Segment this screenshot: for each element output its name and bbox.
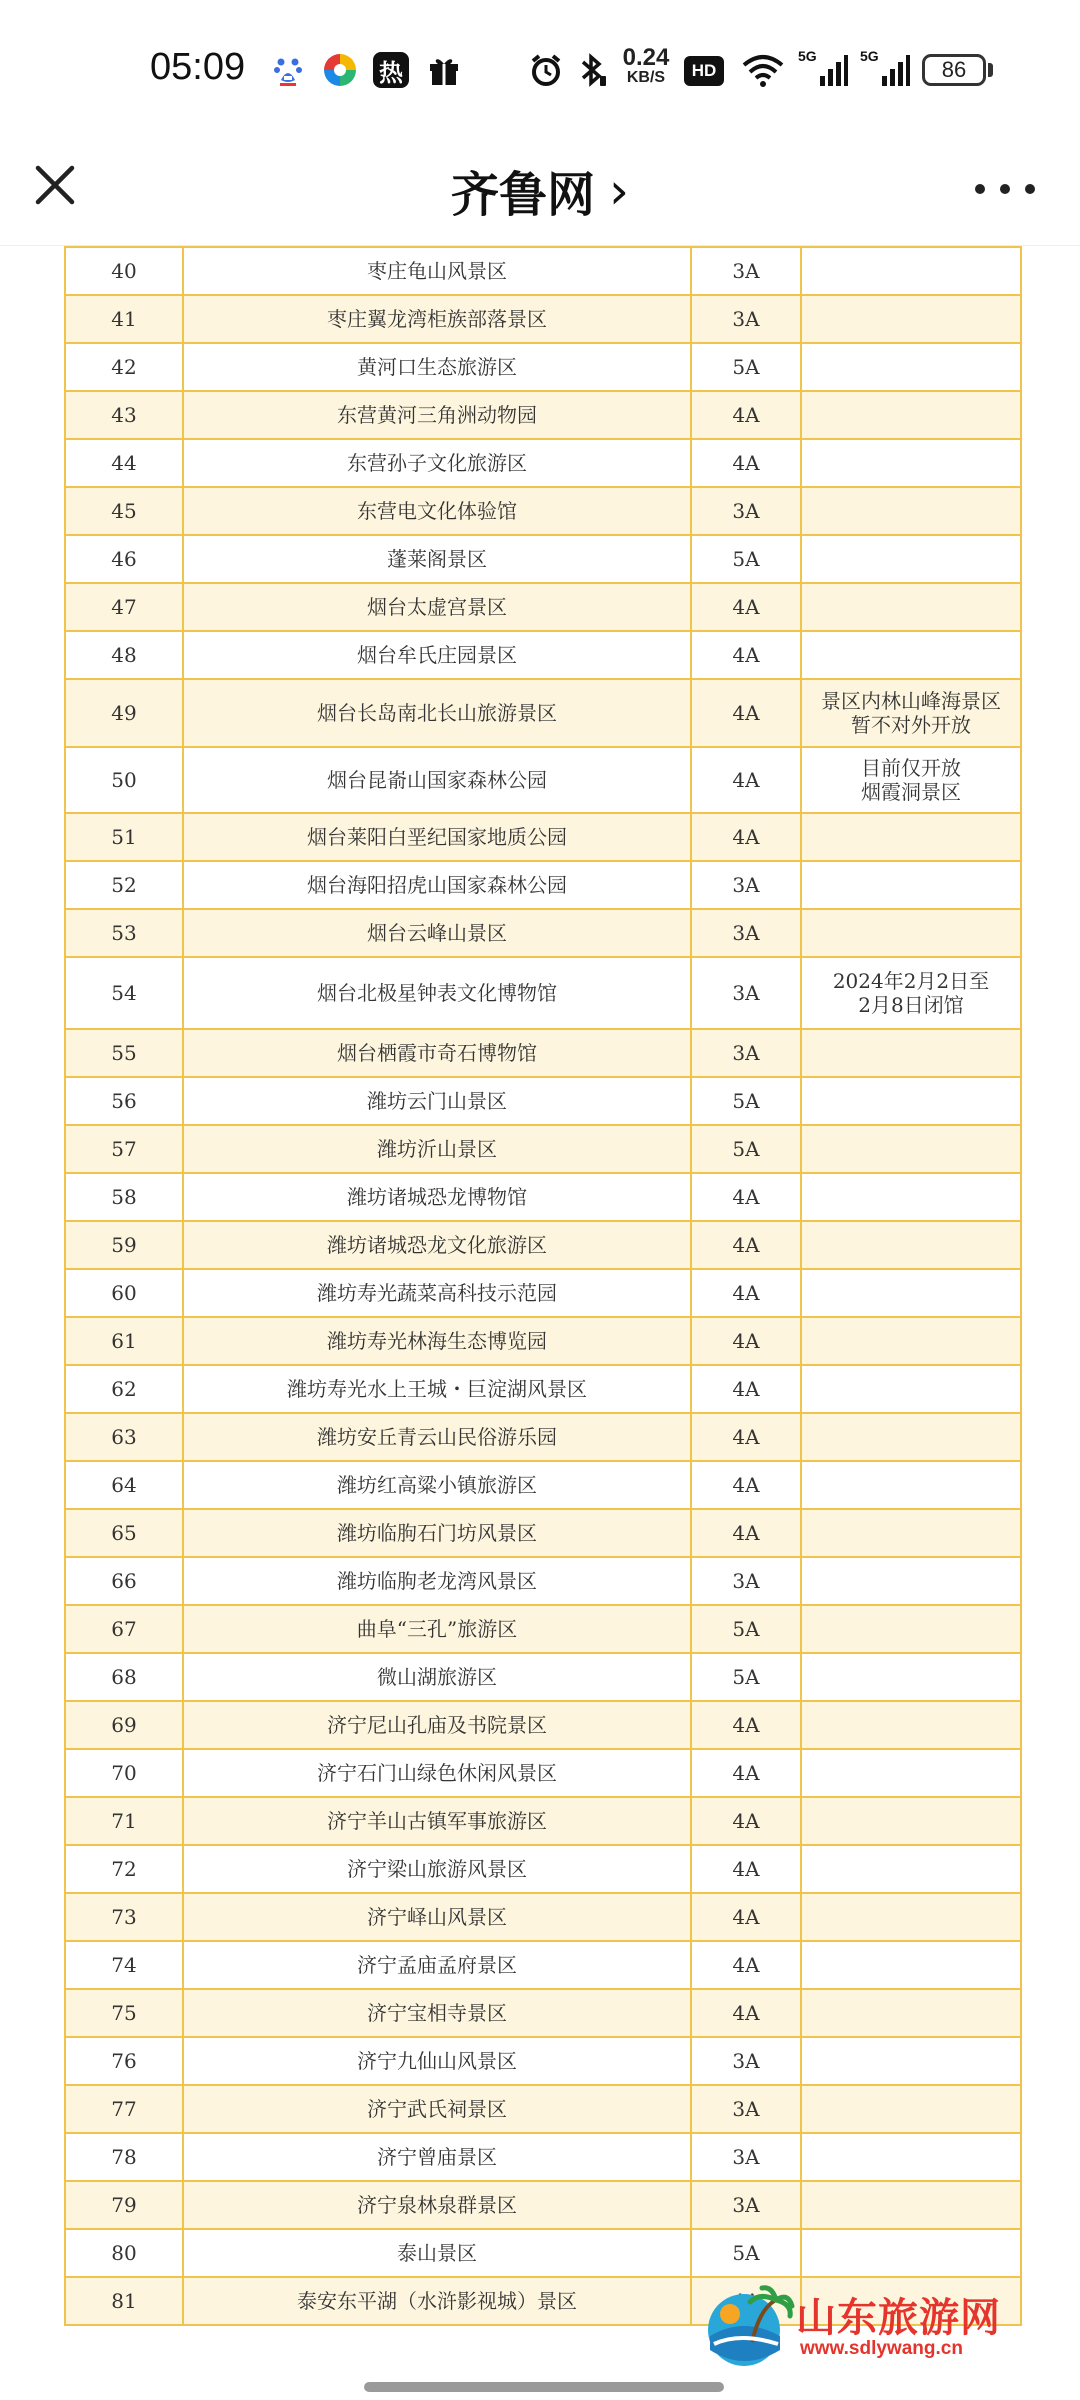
cell-note <box>801 1269 1021 1317</box>
cell-note <box>801 1845 1021 1893</box>
cell-note <box>801 1989 1021 2037</box>
alarm-icon <box>528 52 564 88</box>
nav-title-container <box>0 156 1080 225</box>
cell-number: 59 <box>65 1221 183 1269</box>
cell-scenic-name: 济宁羊山古镇军事旅游区 <box>183 1797 691 1845</box>
cell-scenic-name: 济宁尼山孔庙及书院景区 <box>183 1701 691 1749</box>
cell-scenic-name: 潍坊寿光蔬菜高科技示范园 <box>183 1269 691 1317</box>
cell-number: 42 <box>65 343 183 391</box>
cell-number: 71 <box>65 1797 183 1845</box>
table-row <box>65 2085 1021 2133</box>
cell-level: 3A <box>691 295 801 343</box>
cell-level: 4A <box>691 1893 801 1941</box>
cell-number: 65 <box>65 1509 183 1557</box>
battery-level: 86 <box>941 57 967 82</box>
cell-scenic-name: 济宁曾庙景区 <box>183 2133 691 2181</box>
cell-scenic-name: 济宁石门山绿色休闲风景区 <box>183 1749 691 1797</box>
cell-number: 48 <box>65 631 183 679</box>
cell-number: 54 <box>65 957 183 1029</box>
cell-scenic-name: 曲阜“三孔”旅游区 <box>183 1605 691 1653</box>
cell-number: 62 <box>65 1365 183 1413</box>
cell-note <box>801 1413 1021 1461</box>
watermark-logo-icon <box>700 2280 796 2370</box>
watermark <box>700 2280 1000 2370</box>
cell-number: 45 <box>65 487 183 535</box>
cell-level: 4A <box>691 1509 801 1557</box>
note-line: 烟霞洞景区 <box>861 780 961 804</box>
cell-scenic-name: 烟台北极星钟表文化博物馆 <box>183 957 691 1029</box>
signal-5g-sim2-icon <box>860 48 910 88</box>
cell-level: 4A <box>691 1845 801 1893</box>
cell-scenic-name: 潍坊寿光林海生态博览园 <box>183 1317 691 1365</box>
cell-note <box>801 247 1021 295</box>
cell-scenic-name: 潍坊临朐老龙湾风景区 <box>183 1557 691 1605</box>
cell-note <box>801 1077 1021 1125</box>
cell-number: 60 <box>65 1269 183 1317</box>
network-speed <box>618 44 674 88</box>
table-row <box>65 2229 1021 2277</box>
cell-level: 4A <box>691 1701 801 1749</box>
cell-scenic-name: 烟台牟氏庄园景区 <box>183 631 691 679</box>
cell-number: 76 <box>65 2037 183 2085</box>
note-line: 目前仅开放 <box>861 756 961 780</box>
cell-number: 56 <box>65 1077 183 1125</box>
cell-scenic-name: 济宁峄山风景区 <box>183 1893 691 1941</box>
cell-level: 3A <box>691 2133 801 2181</box>
table-row <box>65 1029 1021 1077</box>
page-title-link[interactable] <box>451 156 629 225</box>
table-row <box>65 1701 1021 1749</box>
table-row <box>65 1317 1021 1365</box>
cell-number: 57 <box>65 1125 183 1173</box>
table-row <box>65 1653 1021 1701</box>
table-row <box>65 631 1021 679</box>
cell-scenic-name: 东营电文化体验馆 <box>183 487 691 535</box>
more-dot <box>1000 184 1010 194</box>
cell-scenic-name: 济宁宝相寺景区 <box>183 1989 691 2037</box>
cell-scenic-name: 潍坊临朐石门坊风景区 <box>183 1509 691 1557</box>
baidu-paw-icon <box>270 52 306 88</box>
cell-number: 58 <box>65 1173 183 1221</box>
cell-number: 47 <box>65 583 183 631</box>
cell-scenic-name: 黄河口生态旅游区 <box>183 343 691 391</box>
cell-number: 73 <box>65 1893 183 1941</box>
scenic-area-table <box>64 246 1022 2326</box>
status-bar <box>0 0 1080 140</box>
cell-number: 51 <box>65 813 183 861</box>
cell-note <box>801 1797 1021 1845</box>
gift-icon <box>426 52 462 88</box>
cell-scenic-name: 济宁武氏祠景区 <box>183 2085 691 2133</box>
cell-level: 4A <box>691 679 801 747</box>
signal-5g-sim1-icon <box>798 48 848 88</box>
table-row <box>65 247 1021 295</box>
battery-icon <box>922 54 986 86</box>
table-row <box>65 1557 1021 1605</box>
cell-note <box>801 2229 1021 2277</box>
table-row <box>65 487 1021 535</box>
table-row <box>65 1989 1021 2037</box>
cell-scenic-name: 潍坊沂山景区 <box>183 1125 691 1173</box>
table-row <box>65 1509 1021 1557</box>
sim1-network-label: 5G <box>798 48 817 64</box>
cell-level: 3A <box>691 861 801 909</box>
home-indicator[interactable] <box>364 2382 724 2392</box>
cell-note <box>801 1029 1021 1077</box>
table-row <box>65 1605 1021 1653</box>
cell-scenic-name: 烟台太虚宫景区 <box>183 583 691 631</box>
cell-level: 5A <box>691 1653 801 1701</box>
cell-number: 61 <box>65 1317 183 1365</box>
cell-number: 74 <box>65 1941 183 1989</box>
cell-note <box>801 1461 1021 1509</box>
cell-level: 5A <box>691 2229 801 2277</box>
cell-level: 5A <box>691 1605 801 1653</box>
cell-scenic-name: 蓬莱阁景区 <box>183 535 691 583</box>
table-row <box>65 1365 1021 1413</box>
cell-level: 4A <box>691 1989 801 2037</box>
hot-app-icon: 热 <box>373 52 409 88</box>
sim2-network-label: 5G <box>860 48 879 64</box>
cell-note <box>801 583 1021 631</box>
close-icon[interactable] <box>30 160 80 210</box>
table-row <box>65 535 1021 583</box>
cell-level: 4A <box>691 1173 801 1221</box>
cell-scenic-name: 烟台莱阳白垩纪国家地质公园 <box>183 813 691 861</box>
cell-note <box>801 343 1021 391</box>
cell-number: 67 <box>65 1605 183 1653</box>
note-line: 2024年2月2日至 <box>832 969 990 993</box>
nav-bar <box>0 140 1080 246</box>
table-row <box>65 861 1021 909</box>
table-row <box>65 1221 1021 1269</box>
cell-level: 3A <box>691 247 801 295</box>
cell-level: 3A <box>691 487 801 535</box>
table-row <box>65 2133 1021 2181</box>
cell-number: 46 <box>65 535 183 583</box>
cell-scenic-name: 东营孙子文化旅游区 <box>183 439 691 487</box>
cell-note <box>801 2133 1021 2181</box>
cell-level: 3A <box>691 1029 801 1077</box>
cell-number: 75 <box>65 1989 183 2037</box>
cell-number: 40 <box>65 247 183 295</box>
cell-note <box>801 295 1021 343</box>
cell-scenic-name: 潍坊安丘青云山民俗游乐园 <box>183 1413 691 1461</box>
network-speed-value: 0.24 <box>622 44 670 71</box>
cell-number: 77 <box>65 2085 183 2133</box>
cell-note <box>801 535 1021 583</box>
cell-level: 3A <box>691 1557 801 1605</box>
cell-number: 44 <box>65 439 183 487</box>
cell-number: 81 <box>65 2277 183 2325</box>
cell-number: 64 <box>65 1461 183 1509</box>
hd-badge: HD <box>684 56 724 86</box>
table-row <box>65 439 1021 487</box>
pinwheel-app-icon <box>322 52 358 88</box>
cell-level: 4A <box>691 439 801 487</box>
cell-scenic-name: 潍坊寿光水上王城・巨淀湖风景区 <box>183 1365 691 1413</box>
cell-note <box>801 1557 1021 1605</box>
cell-scenic-name: 潍坊红高粱小镇旅游区 <box>183 1461 691 1509</box>
cell-number: 70 <box>65 1749 183 1797</box>
cell-number: 72 <box>65 1845 183 1893</box>
cell-level: 4A <box>691 1461 801 1509</box>
table-row <box>65 909 1021 957</box>
cell-scenic-name: 枣庄龟山风景区 <box>183 247 691 295</box>
cell-note <box>801 1173 1021 1221</box>
status-time: 05:09 <box>150 46 246 88</box>
cell-number: 52 <box>65 861 183 909</box>
table-row <box>65 747 1021 813</box>
cell-number: 53 <box>65 909 183 957</box>
more-dot <box>1025 184 1035 194</box>
cell-note <box>801 1701 1021 1749</box>
cell-number: 66 <box>65 1557 183 1605</box>
cell-level: 3A <box>691 2181 801 2229</box>
table-row <box>65 813 1021 861</box>
battery-cap <box>988 63 993 77</box>
cell-scenic-name: 济宁梁山旅游风景区 <box>183 1845 691 1893</box>
table-row <box>65 1845 1021 1893</box>
cell-note <box>801 1605 1021 1653</box>
cell-note <box>801 1893 1021 1941</box>
cell-level: 3A <box>691 2037 801 2085</box>
cell-level: 4A <box>691 813 801 861</box>
cell-note <box>801 487 1021 535</box>
cell-level: 4A <box>691 1797 801 1845</box>
bluetooth-icon <box>574 52 610 88</box>
cell-scenic-name: 烟台海阳招虎山国家森林公园 <box>183 861 691 909</box>
cell-scenic-name: 潍坊云门山景区 <box>183 1077 691 1125</box>
cell-level: 3A <box>691 957 801 1029</box>
table-row <box>65 1413 1021 1461</box>
cell-number: 79 <box>65 2181 183 2229</box>
cell-scenic-name: 潍坊诸城恐龙博物馆 <box>183 1173 691 1221</box>
cell-note <box>801 909 1021 957</box>
cell-note <box>801 439 1021 487</box>
cell-note <box>801 2181 1021 2229</box>
cell-scenic-name: 济宁孟庙孟府景区 <box>183 1941 691 1989</box>
cell-note <box>801 1653 1021 1701</box>
cell-number: 43 <box>65 391 183 439</box>
table-row <box>65 957 1021 1029</box>
cell-number: 63 <box>65 1413 183 1461</box>
watermark-url: www.sdlywang.cn <box>800 2338 963 2359</box>
cell-level: 4A <box>691 747 801 813</box>
cell-scenic-name: 东营黄河三角洲动物园 <box>183 391 691 439</box>
cell-scenic-name: 烟台栖霞市奇石博物馆 <box>183 1029 691 1077</box>
cell-scenic-name: 泰安东平湖（水浒影视城）景区 <box>183 2277 691 2325</box>
cell-scenic-name: 烟台长岛南北长山旅游景区 <box>183 679 691 747</box>
cell-note <box>801 391 1021 439</box>
cell-level: 3A <box>691 909 801 957</box>
table-row <box>65 1893 1021 1941</box>
cell-note <box>801 679 1021 747</box>
table-row <box>65 1077 1021 1125</box>
cell-number: 55 <box>65 1029 183 1077</box>
cell-number: 50 <box>65 747 183 813</box>
cell-level: 5A <box>691 1125 801 1173</box>
cell-note <box>801 1509 1021 1557</box>
cell-note <box>801 813 1021 861</box>
cell-scenic-name: 微山湖旅游区 <box>183 1653 691 1701</box>
table-row <box>65 1941 1021 1989</box>
cell-level: 5A <box>691 535 801 583</box>
table-row <box>65 1125 1021 1173</box>
cell-number: 78 <box>65 2133 183 2181</box>
cell-level: 3A <box>691 2085 801 2133</box>
cell-number: 69 <box>65 1701 183 1749</box>
table-row <box>65 1461 1021 1509</box>
cell-number: 80 <box>65 2229 183 2277</box>
cell-level: 4A <box>691 1317 801 1365</box>
cell-note <box>801 1125 1021 1173</box>
table-row <box>65 343 1021 391</box>
chevron-right-icon: › <box>609 161 629 220</box>
cell-scenic-name: 枣庄翼龙湾柜族部落景区 <box>183 295 691 343</box>
cell-note <box>801 747 1021 813</box>
cell-level: 5A <box>691 1077 801 1125</box>
cell-number: 49 <box>65 679 183 747</box>
cell-scenic-name: 泰山景区 <box>183 2229 691 2277</box>
table-row <box>65 1173 1021 1221</box>
more-options-icon[interactable] <box>975 174 1035 204</box>
cell-number: 41 <box>65 295 183 343</box>
cell-note <box>801 957 1021 1029</box>
table-row <box>65 391 1021 439</box>
scenic-area-table-container <box>64 246 1020 2326</box>
network-speed-unit: KB/S <box>626 69 666 86</box>
cell-level: 4A <box>691 1221 801 1269</box>
cell-note <box>801 631 1021 679</box>
cell-scenic-name: 济宁泉林泉群景区 <box>183 2181 691 2229</box>
wifi-icon <box>740 52 786 88</box>
cell-level: 4A <box>691 1941 801 1989</box>
note-line: 2月8日闭馆 <box>858 993 964 1017</box>
note-line: 景区内林山峰海景区 <box>821 689 1001 713</box>
cell-level: 4A <box>691 631 801 679</box>
table-row <box>65 679 1021 747</box>
cell-scenic-name: 济宁九仙山风景区 <box>183 2037 691 2085</box>
cell-scenic-name: 烟台云峰山景区 <box>183 909 691 957</box>
cell-level: 5A <box>691 343 801 391</box>
more-dot <box>975 184 985 194</box>
table-row <box>65 2037 1021 2085</box>
page-title: 齐鲁网 <box>450 167 595 223</box>
cell-level: 4A <box>691 1749 801 1797</box>
cell-note <box>801 2037 1021 2085</box>
cell-level: 4A <box>691 583 801 631</box>
cell-note <box>801 1941 1021 1989</box>
table-row <box>65 295 1021 343</box>
cell-note <box>801 1221 1021 1269</box>
table-body <box>65 247 1021 2325</box>
cell-note <box>801 1317 1021 1365</box>
table-row <box>65 1797 1021 1845</box>
cell-note <box>801 1365 1021 1413</box>
watermark-text: 山东旅游网 <box>796 2295 1001 2341</box>
cell-note <box>801 2085 1021 2133</box>
cell-scenic-name: 潍坊诸城恐龙文化旅游区 <box>183 1221 691 1269</box>
table-row <box>65 1749 1021 1797</box>
cell-level: 4A <box>691 1365 801 1413</box>
table-row <box>65 583 1021 631</box>
cell-number: 68 <box>65 1653 183 1701</box>
cell-scenic-name: 烟台昆嵛山国家森林公园 <box>183 747 691 813</box>
cell-level: 4A <box>691 391 801 439</box>
cell-note <box>801 861 1021 909</box>
cell-level: 4A <box>691 1269 801 1317</box>
table-row <box>65 2181 1021 2229</box>
table-row <box>65 1269 1021 1317</box>
cell-note <box>801 1749 1021 1797</box>
note-line: 暂不对外开放 <box>851 713 971 737</box>
cell-level: 4A <box>691 1413 801 1461</box>
